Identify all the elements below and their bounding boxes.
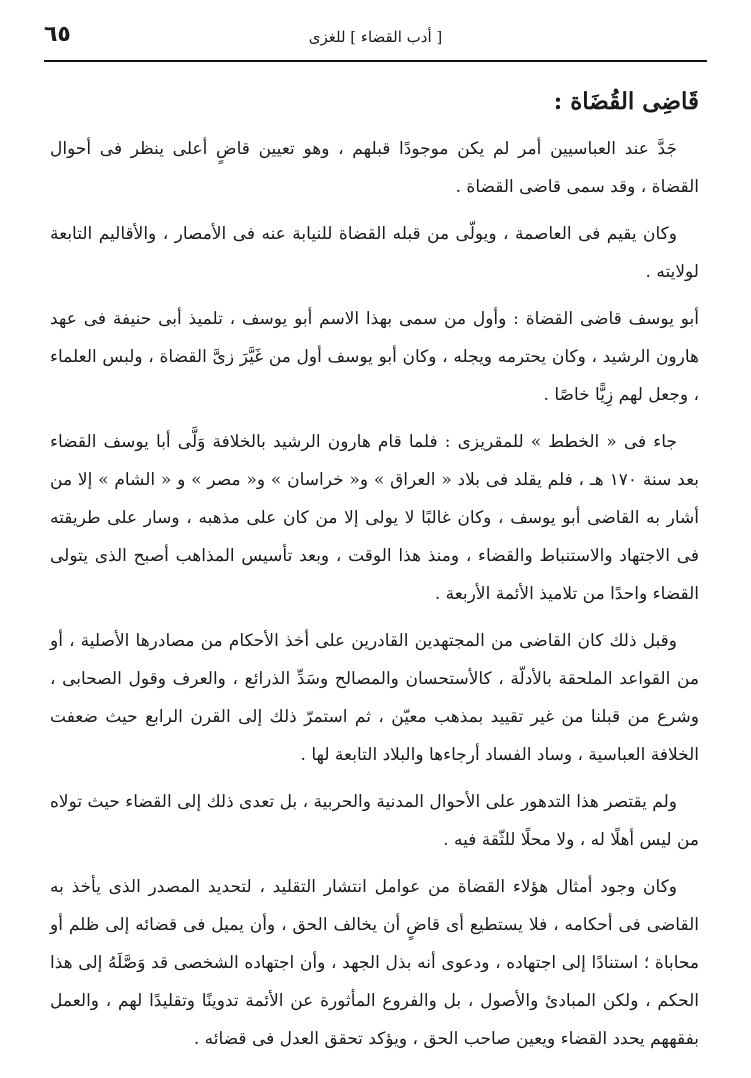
paragraph: أبو يوسف قاضى القضاة : وأول من سمى بهذا الاسم أبو يوسف ، تلميذ أبى حنيفة فى عهد هارون الرشيد ، وكان يحترمه ويجله ، وكان أبو يوسف أول من غَيَّرَ زىَّ القضاة ، ولبس العلماء ، وجعل لهم زِيًّا خاصًا . (50, 308, 699, 405)
page-number: ٦٥ (44, 22, 71, 47)
paragraph: جاء فى « الخطط » للمقريزى : فلما قام هارون الرشيد بالخلافة وَلَّى أبا يوسف القضاء بعد سنة ١٧٠ هـ ، فلم يقلد فى بلاد « العراق » و« خراسان » و« مصر » و « الشام » إلا من أشار به القاضى أبو يوسف ، وكان غالبًا لا يولى إلا من كان على مذهبه ، وسار على طريقته فى الاجتهاد والاستنباط والقضاء ، ومنذ هذا الوقت ، وبعد تأسيس المذاهب أصبح الذى يتولى القضاء واحدًا من تلاميذ الأئمة الأربعة . (50, 431, 700, 604)
paragraph: وكان وجود أمثال هؤلاء القضاة من عوامل انتشار التقليد ، لتحديد المصدر الذى يأخذ به القاضى فى أحكامه ، فلا يستطيع أى قاضٍ أن يخالف الحق ، وأن يميل فى قضائه إلى ظلم أو محاباة ؛ استنادًا إلى اجتهاده ، ودعوى أنه بذل الجهد ، وأن اجتهاده الشخصى قد وَصَّلَهُ إلى هذا الحكم ، ولكن المبادئ والأصول ، بل والفروع المأثورة عن الأئمة تدوينًا وتقليدًا لهم ، والعمل بفقههم يحدد القضاء ويعين صاحب الحق ، ويؤكد تحقق العدل فى قضائه . (50, 876, 699, 1049)
running-head: [ أدب القضاء ] للغزى (308, 28, 443, 46)
section-title: قَاضِى القُضَاة : (553, 88, 699, 115)
paragraph: ولم يقتصر هذا التدهور على الأحوال المدنية والحربية ، بل تعدى ذلك إلى القضاء حيث تولاه من ليس أهلًا له ، ولا محلًا للثّقة فيه . (50, 791, 699, 850)
paragraph: وقبل ذلك كان القاضى من المجتهدين القادرين على أخذ الأحكام من مصادرها الأصلية ، أو من القواعد الملحقة بالأدلّة ، كالأستحسان والمصالح وسَدِّ الذرائع ، والعرف وقول الصحابى ، وشرع من قبلنا من غير تقييد بمذهب معيّن ، ثم استمرّ ذلك إلى القرن الرابع حيث ضعفت الخلافة العباسية ، وساد الفساد أرجاءها والبلاد التابعة لها . (50, 630, 699, 765)
header-rule (44, 60, 707, 62)
page-body (50, 80, 699, 1067)
page-header (44, 18, 707, 58)
paragraph: وكان يقيم فى العاصمة ، ويولّى من قبله القضاة للنيابة عنه فى الأمصار ، والأقاليم التابعة لولايته . (50, 223, 699, 282)
paragraph: جَدَّ عند العباسيين أمر لم يكن موجودًا قبلهم ، وهو تعيين قاضٍ أعلى ينظر فى أحوال القضاة ، وقد سمى قاضى القضاة . (50, 138, 699, 197)
